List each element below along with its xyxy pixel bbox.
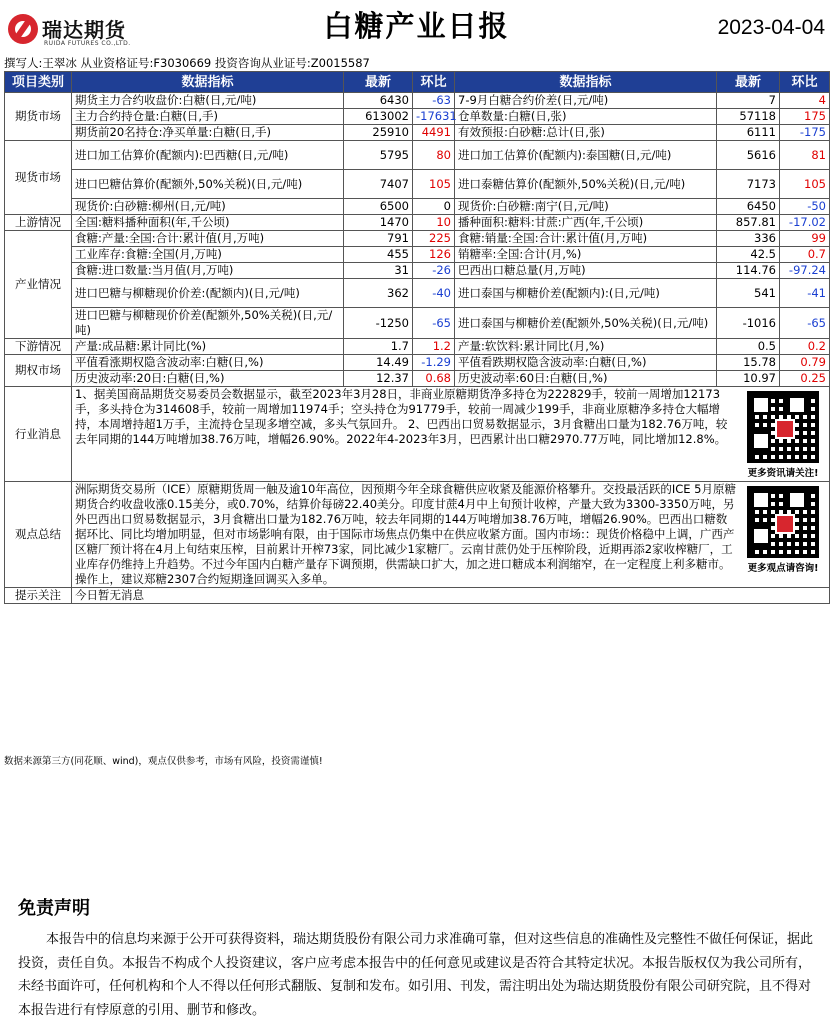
news-text: 1、据美国商品期货交易委员会数据显示，截至2023年3月28日，非商业原糖期货净多持仓为222829手，较前一周增加12173手，多头持仓为314608手，较前一周增加11974手；空头持仓为91779手，较前一周减少199手，非商业原糖净多持仓大幅增持，本周增持超1万手，主流持仓呈现多增空减，多头气氛回升。 2、巴西出口贸易数据显示，3月食糖出口量为182.76万吨，较去年同期的144万吨增加38.76万吨，增幅26.90%。2022年4-2023年3月，巴西累计出口糖2970.77万吨，同比增加12.8%。 bbox=[75, 387, 728, 446]
column-header: 数据指标 bbox=[72, 72, 344, 93]
change-value: -65 bbox=[780, 308, 830, 339]
report-title: 白糖产业日报 bbox=[323, 9, 510, 43]
indicator-cell: 巴西出口糖总量(月,万吨) bbox=[455, 263, 717, 279]
summary-cell bbox=[72, 482, 830, 588]
table-row bbox=[5, 355, 830, 371]
change-value: 4491 bbox=[413, 125, 455, 141]
indicator-cell: 历史波动率:20日:白糖(日,%) bbox=[72, 371, 344, 387]
column-header: 环比 bbox=[413, 72, 455, 93]
table-row bbox=[5, 387, 830, 482]
indicator-cell: 工业库存:食糖:全国(月,万吨) bbox=[72, 247, 344, 263]
category-cell: 行业消息 bbox=[5, 387, 72, 482]
latest-value: 6500 bbox=[344, 199, 413, 215]
indicator-cell: 现货价:白砂糖:柳州(日,元/吨) bbox=[72, 199, 344, 215]
latest-value: 1470 bbox=[344, 215, 413, 231]
latest-value: 791 bbox=[344, 231, 413, 247]
change-value: -65 bbox=[413, 308, 455, 339]
qr-block bbox=[740, 482, 826, 576]
indicator-cell: 期货主力合约收盘价:白糖(日,元/吨) bbox=[72, 93, 344, 109]
latest-value: 25910 bbox=[344, 125, 413, 141]
category-cell: 产业情况 bbox=[5, 231, 72, 339]
summary-text: 洲际期货交易所（ICE）原糖期货周一触及逾10年高位，因预期今年全球食糖供应收紧及能源价格攀升。交投最活跃的ICE 5月原糖期货合约收盘收涨0.15美分，或0.70%，结算价每磅22.40美分。印度甘蔗4月中上旬预计收榨，产量大致为3300-3350万吨，另外巴西出口贸易数据显示，3月食糖出口量为182.76万吨，较去年同期的144万吨增加38.76万吨，增幅26.90%。巴西出口糖数据环比、同比均增加明显，但对市场影响有限，由于国际市场焦点仍集中在供应收紧方面。国内市场:：现货价格稳中上调，广西产区糖厂预计将在4月上旬结束压榨，目前累计开榨73家，同比减少1家糖厂。云南甘蔗仍处于压榨阶段，近期再添2家收榨糖厂，工业库存仍维持上升趋势。不过今年国内白糖产量存下调预期，供需缺口扩大，加之进口糖成本利润缩窄，在一定程度上利多糖市。操作上，建议郑糖2307合约短期逢回调买入多单。 bbox=[75, 482, 736, 586]
latest-value: 857.81 bbox=[717, 215, 780, 231]
indicator-cell: 进口巴糖估算价(配额外,50%关税)(日,元/吨) bbox=[72, 170, 344, 199]
table-row bbox=[5, 170, 830, 199]
disclaimer-body: 本报告中的信息均来源于公开可获得资料，瑞达期货股份有限公司力求准确可靠，但对这些信息的准确性及完整性不做任何保证，据此投资，责任自负。本报告不构成个人投资建议，客户应考虑本报告中的任何意见或建议是否符合其特定状况。本报告版权仅为我公司所有，未经书面许可，任何机构和个人不得以任何形式翻版、复制和发布。如引用、刊发，需注明出处为瑞达期货股份有限公司研究院，且不得对本报告进行有悖原意的引用、删节和修改。 bbox=[18, 932, 814, 1018]
table-row bbox=[5, 279, 830, 308]
indicator-cell: 历史波动率:60日:白糖(日,%) bbox=[455, 371, 717, 387]
indicator-cell: 进口巴糖与柳糖现价价差:(配额内)(日,元/吨) bbox=[72, 279, 344, 308]
column-header: 项目类别 bbox=[5, 72, 72, 93]
latest-value: 10.97 bbox=[717, 371, 780, 387]
latest-value: 5616 bbox=[717, 141, 780, 170]
table-row bbox=[5, 588, 830, 604]
category-cell: 观点总结 bbox=[5, 482, 72, 588]
indicator-cell: 播种面积:糖料:甘蔗:广西(年,千公顷) bbox=[455, 215, 717, 231]
change-value: -97.24 bbox=[780, 263, 830, 279]
column-header: 最新 bbox=[717, 72, 780, 93]
latest-value: 14.49 bbox=[344, 355, 413, 371]
table-row bbox=[5, 308, 830, 339]
qr-eye-icon bbox=[751, 431, 771, 451]
qr-eye-icon bbox=[751, 490, 771, 510]
latest-value: 15.78 bbox=[717, 355, 780, 371]
table-row bbox=[5, 199, 830, 215]
qr-code-icon bbox=[747, 486, 819, 558]
change-value: 175 bbox=[780, 109, 830, 125]
indicator-cell: 销糖率:全国:合计(月,%) bbox=[455, 247, 717, 263]
change-value: 105 bbox=[780, 170, 830, 199]
report-header bbox=[0, 0, 833, 56]
latest-value: 336 bbox=[717, 231, 780, 247]
change-value: 80 bbox=[413, 141, 455, 170]
latest-value: 6111 bbox=[717, 125, 780, 141]
data-source-note: 数据来源第三方(同花顺、wind)，观点仅供参考，市场有风险，投资需谨慎! bbox=[4, 756, 323, 767]
indicator-cell: 主力合约持仓量:白糖(日,手) bbox=[72, 109, 344, 125]
news-cell bbox=[72, 387, 830, 482]
qr-code-icon bbox=[747, 391, 819, 463]
latest-value: 613002 bbox=[344, 109, 413, 125]
change-value: 99 bbox=[780, 231, 830, 247]
category-cell: 提示关注 bbox=[5, 588, 72, 604]
change-value: -175 bbox=[780, 125, 830, 141]
qr-caption: 更多观点请咨询! bbox=[747, 563, 819, 574]
qr-eye-icon bbox=[751, 526, 771, 546]
change-value: -17.02 bbox=[780, 215, 830, 231]
indicator-cell: 食糖:进口数量:当月值(月,万吨) bbox=[72, 263, 344, 279]
indicator-cell: 仓单数量:白糖(日,张) bbox=[455, 109, 717, 125]
indicator-cell: 全国:糖料播种面积(年,千公顷) bbox=[72, 215, 344, 231]
qr-logo-icon bbox=[775, 419, 795, 439]
table-row bbox=[5, 141, 830, 170]
change-value: 0.7 bbox=[780, 247, 830, 263]
table-header-row bbox=[5, 72, 830, 93]
qr-eye-icon bbox=[751, 395, 771, 415]
indicator-cell: 有效预报:白砂糖:总计(日,张) bbox=[455, 125, 717, 141]
change-value: 4 bbox=[780, 93, 830, 109]
indicator-cell: 进口巴糖与柳糖现价价差(配额外,50%关税)(日,元/吨) bbox=[72, 308, 344, 339]
table-row bbox=[5, 339, 830, 355]
table-row bbox=[5, 371, 830, 387]
table-row bbox=[5, 93, 830, 109]
latest-value: 0.5 bbox=[717, 339, 780, 355]
column-header: 数据指标 bbox=[455, 72, 717, 93]
table-row bbox=[5, 247, 830, 263]
indicator-cell: 现货价:白砂糖:南宁(日,元/吨) bbox=[455, 199, 717, 215]
latest-value: 31 bbox=[344, 263, 413, 279]
table-row bbox=[5, 125, 830, 141]
change-value: 0.25 bbox=[780, 371, 830, 387]
indicator-cell: 进口泰糖估算价(配额外,50%关税)(日,元/吨) bbox=[455, 170, 717, 199]
indicator-cell: 期货前20名持仓:净买单量:白糖(日,手) bbox=[72, 125, 344, 141]
change-value: -1.29 bbox=[413, 355, 455, 371]
category-cell: 期权市场 bbox=[5, 355, 72, 387]
disclaimer-title: 免责声明 bbox=[18, 898, 90, 919]
logo-name-en: RUIDA FUTURES CO.,LTD. bbox=[44, 40, 131, 47]
indicator-cell: 平值看跌期权隐含波动率:白糖(日,%) bbox=[455, 355, 717, 371]
change-value: -40 bbox=[413, 279, 455, 308]
column-header: 环比 bbox=[780, 72, 830, 93]
indicator-cell: 平值看涨期权隐含波动率:白糖(日,%) bbox=[72, 355, 344, 371]
indicator-cell: 食糖:产量:全国:合计:累计值(月,万吨) bbox=[72, 231, 344, 247]
change-value: 0.2 bbox=[780, 339, 830, 355]
indicator-cell: 食糖:销量:全国:合计:累计值(月,万吨) bbox=[455, 231, 717, 247]
latest-value: 7 bbox=[717, 93, 780, 109]
data-table bbox=[4, 71, 830, 604]
latest-value: 455 bbox=[344, 247, 413, 263]
qr-block bbox=[740, 387, 826, 481]
change-value: 126 bbox=[413, 247, 455, 263]
latest-value: -1250 bbox=[344, 308, 413, 339]
latest-value: 1.7 bbox=[344, 339, 413, 355]
change-value: -26 bbox=[413, 263, 455, 279]
table-row bbox=[5, 231, 830, 247]
latest-value: 12.37 bbox=[344, 371, 413, 387]
column-header: 最新 bbox=[344, 72, 413, 93]
category-cell: 期货市场 bbox=[5, 93, 72, 141]
change-value: 225 bbox=[413, 231, 455, 247]
table-row bbox=[5, 215, 830, 231]
tips-text: 今日暂无消息 bbox=[72, 588, 830, 604]
category-cell: 下游情况 bbox=[5, 339, 72, 355]
indicator-cell: 进口加工估算价(配额内):泰国糖(日,元/吨) bbox=[455, 141, 717, 170]
latest-value: 7173 bbox=[717, 170, 780, 199]
indicator-cell: 进口泰国与柳糖价差(配额内):(日,元/吨) bbox=[455, 279, 717, 308]
change-value: 1.2 bbox=[413, 339, 455, 355]
qr-caption: 更多资讯请关注! bbox=[747, 468, 819, 479]
category-cell: 现货市场 bbox=[5, 141, 72, 215]
change-value: 0.79 bbox=[780, 355, 830, 371]
latest-value: 6450 bbox=[717, 199, 780, 215]
indicator-cell: 产量:软饮料:累计同比(月,%) bbox=[455, 339, 717, 355]
qr-eye-icon bbox=[787, 395, 807, 415]
change-value: 0.68 bbox=[413, 371, 455, 387]
logo-name-cn: 瑞达期货 bbox=[42, 18, 126, 42]
author-line: 撰写人:王翠冰 从业资格证号:F3030669 投资咨询从业证号:Z0015587 bbox=[4, 56, 370, 70]
change-value: -17631 bbox=[413, 109, 455, 125]
change-value: -41 bbox=[780, 279, 830, 308]
latest-value: 362 bbox=[344, 279, 413, 308]
latest-value: 541 bbox=[717, 279, 780, 308]
change-value: 81 bbox=[780, 141, 830, 170]
indicator-cell: 进口加工估算价(配额内):巴西糖(日,元/吨) bbox=[72, 141, 344, 170]
latest-value: 114.76 bbox=[717, 263, 780, 279]
change-value: 0 bbox=[413, 199, 455, 215]
latest-value: 57118 bbox=[717, 109, 780, 125]
change-value: 105 bbox=[413, 170, 455, 199]
qr-eye-icon bbox=[787, 490, 807, 510]
change-value: -50 bbox=[780, 199, 830, 215]
latest-value: 5795 bbox=[344, 141, 413, 170]
indicator-cell: 进口泰国与柳糖价差(配额外,50%关税)(日,元/吨) bbox=[455, 308, 717, 339]
change-value: -63 bbox=[413, 93, 455, 109]
latest-value: 7407 bbox=[344, 170, 413, 199]
table-row bbox=[5, 109, 830, 125]
latest-value: -1016 bbox=[717, 308, 780, 339]
indicator-cell: 7-9月白糖合约价差(日,元/吨) bbox=[455, 93, 717, 109]
latest-value: 42.5 bbox=[717, 247, 780, 263]
indicator-cell: 产量:成品糖:累计同比(%) bbox=[72, 339, 344, 355]
qr-logo-icon bbox=[775, 514, 795, 534]
table-row bbox=[5, 482, 830, 588]
change-value: 10 bbox=[413, 215, 455, 231]
category-cell: 上游情况 bbox=[5, 215, 72, 231]
table-row bbox=[5, 263, 830, 279]
latest-value: 6430 bbox=[344, 93, 413, 109]
report-date: 2023-04-04 bbox=[717, 16, 825, 39]
